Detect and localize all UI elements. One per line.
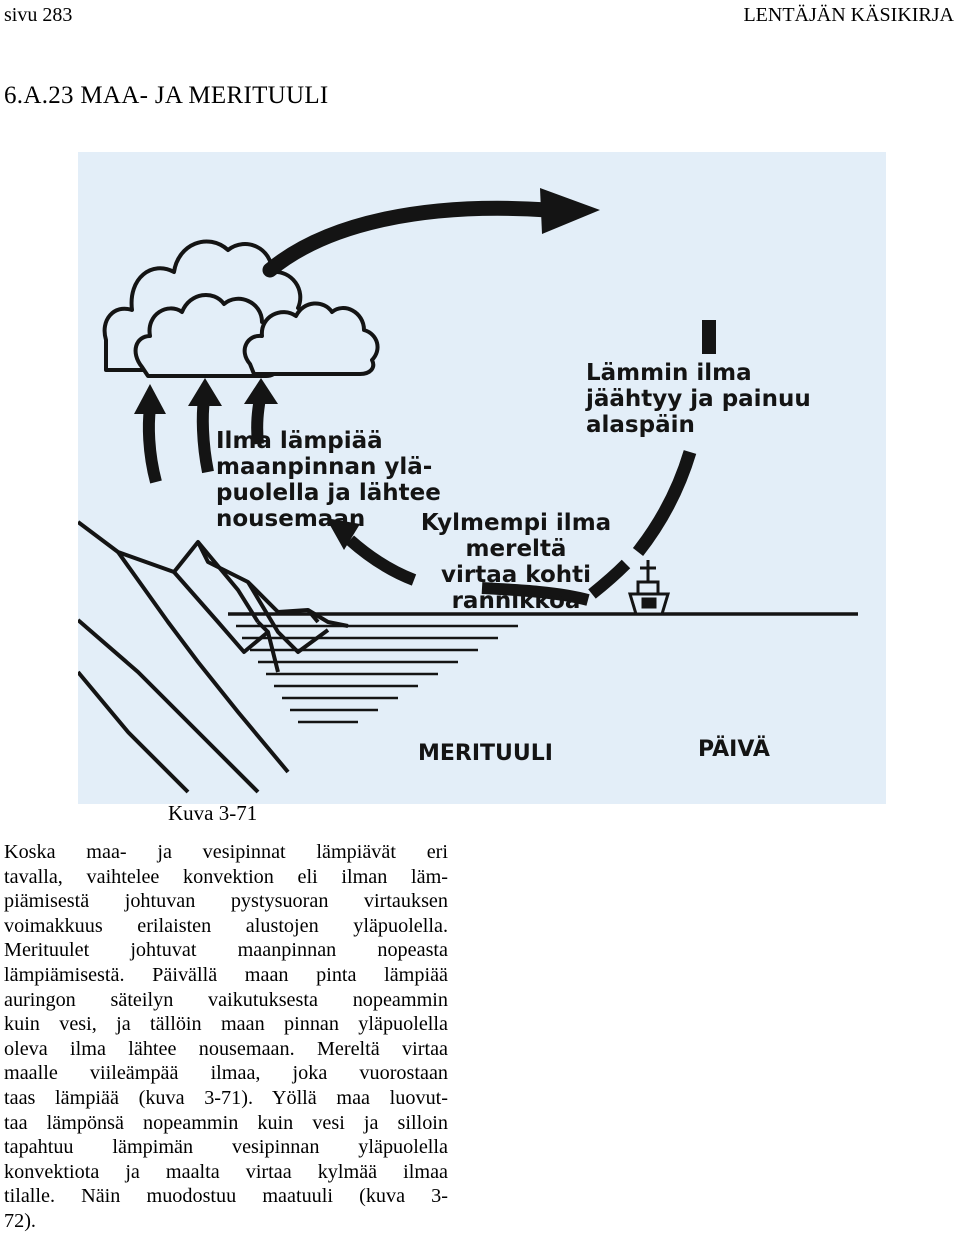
breeze-name-label: MERITUULI: [418, 741, 553, 766]
body-line: maalle viileämpää ilmaa, joka vuorostaan: [4, 1062, 448, 1085]
body-line: oleva ilma lähtee nousemaan. Mereltä virtaa: [4, 1037, 448, 1060]
rising-label-line: puolella ja lähtee: [216, 480, 441, 506]
body-line: tapahtuu lämpimän vesipinnan yläpuolella: [4, 1136, 448, 1159]
body-line: voimakkuus erilaisten alustojen yläpuolella.: [4, 914, 448, 937]
body-line: lämpiämisestä. Päivällä maan pinta lämpiää: [4, 963, 448, 986]
page-number: sivu 283: [4, 4, 73, 26]
body-paragraph: [4, 840, 448, 1234]
rising-label-line: maanpinnan ylä-: [216, 454, 433, 480]
body-line: piämisestä johtuvan pystysuoran virtauksen: [4, 890, 448, 913]
section-title: 6.A.23 MAA- JA MERITUULI: [4, 82, 329, 109]
body-line: taas lämpiää (kuva 3-71). Yöllä maa luovut-: [4, 1086, 448, 1109]
figure-caption: Kuva 3-71: [168, 801, 258, 825]
body-line: tilalle. Näin muodostuu maatuuli (kuva 3-: [4, 1185, 448, 1208]
body-line: kuin vesi, ja tällöin maan pinnan yläpuolella: [4, 1013, 448, 1036]
body-line: Merituulet johtuvat maanpinnan nopeasta: [4, 939, 448, 962]
incoming-label-line: mereltä: [465, 536, 567, 562]
sinking-label-line: jäähtyy ja painuu: [586, 386, 811, 412]
body-line: auringon säteilyn vaikutuksesta nopeammin: [4, 988, 448, 1011]
sea-breeze-figure: [78, 152, 886, 804]
sinking-label-line: alaspäin: [586, 412, 695, 438]
body-line: 72).: [4, 1209, 36, 1232]
sinking-label-line: Lämmin ilma: [586, 360, 752, 386]
incoming-label-line: rannikkoa: [451, 588, 581, 614]
rising-label-line: nousemaan: [216, 506, 366, 532]
book-title: LENTÄJÄN KÄSIKIRJA: [743, 4, 954, 26]
rising-label-line: Ilma lämpiää: [216, 428, 383, 454]
body-line: taa lämpönsä nopeammin kuin vesi ja silloin: [4, 1111, 448, 1134]
time-of-day-label: PÄIVÄ: [698, 737, 770, 762]
incoming-label-line: virtaa kohti: [441, 562, 591, 588]
body-line: konvektiota ja maalta virtaa kylmää ilmaa: [4, 1160, 448, 1183]
body-line: Koska maa- ja vesipinnat lämpiävät eri: [4, 841, 448, 863]
body-line: tavalla, vaihtelee konvektion eli ilman läm-: [4, 865, 448, 888]
incoming-label-line: Kylmempi ilma: [420, 510, 612, 536]
